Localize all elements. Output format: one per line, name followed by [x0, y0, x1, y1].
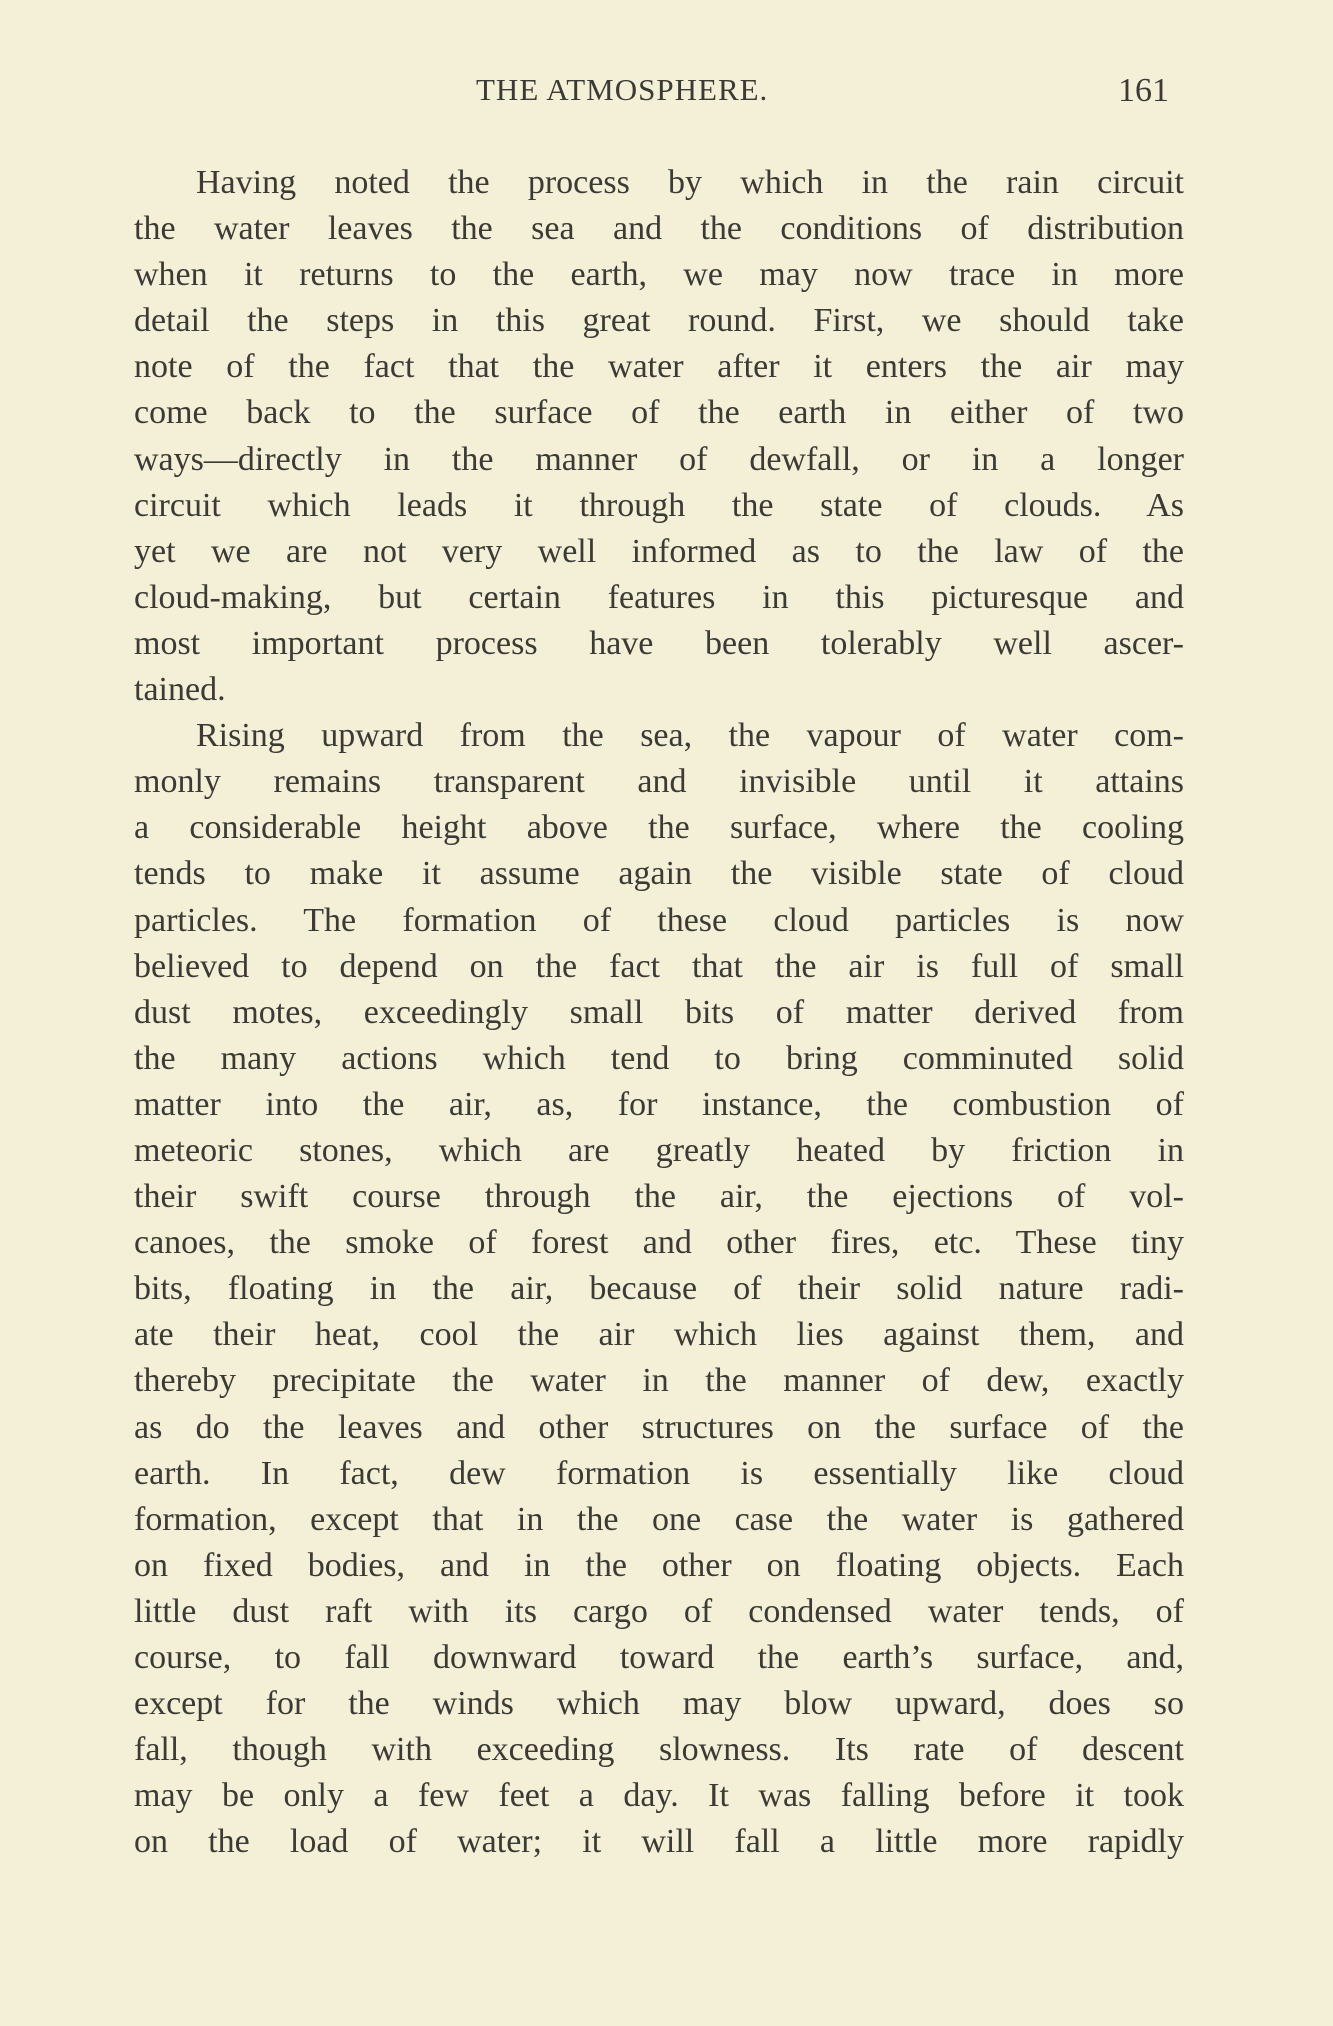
text-line: except for the winds which may blow upward, does so [134, 1685, 1184, 1723]
text-line: particles. The formation of these cloud particles is now [134, 901, 1184, 939]
text-line: tained. [134, 671, 226, 709]
text-line: meteoric stones, which are greatly heated by friction in [134, 1131, 1184, 1169]
text-line: a considerable height above the surface, where the cooling [134, 809, 1184, 847]
text-line: matter into the air, as, for instance, the combustion of [134, 1085, 1184, 1123]
text-line: may be only a few feet a day. It was falling before it took [134, 1777, 1184, 1815]
text-line: monly remains transparent and invisible until it attains [134, 763, 1184, 801]
text-line: when it returns to the earth, we may now trace in more [134, 256, 1184, 294]
text-line: note of the fact that the water after it enters the air may [134, 348, 1184, 386]
text-line: on fixed bodies, and in the other on floating objects. Each [134, 1546, 1184, 1584]
text-line: earth. In fact, dew formation is essentially like cloud [134, 1454, 1184, 1492]
text-line: course, to fall downward toward the earth’s surface, and, [134, 1639, 1184, 1676]
running-head-title: THE ATMOSPHERE. [476, 72, 769, 107]
text-line: bits, floating in the air, because of their solid nature radi- [134, 1270, 1184, 1308]
body-text [134, 160, 1184, 1865]
text-line: their swift course through the air, the ejections of vol- [134, 1178, 1184, 1216]
text-line: come back to the surface of the earth in either of two [134, 394, 1184, 432]
text-line: yet we are not very well informed as to the law of the [134, 532, 1184, 570]
text-line: circuit which leads it through the state of clouds. As [134, 486, 1184, 524]
text-line: dust motes, exceedingly small bits of matter derived from [134, 993, 1184, 1031]
text-line: ate their heat, cool the air which lies against them, and [134, 1316, 1184, 1354]
text-line: cloud-making, but certain features in this picturesque and [134, 578, 1184, 616]
text-line: little dust raft with its cargo of condensed water tends, of [134, 1592, 1184, 1630]
text-line: detail the steps in this great round. First, we should take [134, 302, 1184, 340]
text-line: believed to depend on the fact that the air is full of small [134, 947, 1184, 985]
text-line: canoes, the smoke of forest and other fires, etc. These tiny [134, 1224, 1184, 1262]
text-line: formation, except that in the one case the water is gathered [134, 1500, 1184, 1538]
page-number: 161 [1118, 72, 1169, 109]
text-line: tends to make it assume again the visible state of cloud [134, 855, 1184, 893]
text-line: thereby precipitate the water in the manner of dew, exactly [134, 1362, 1184, 1400]
text-line: most important process have been tolerably well ascer- [134, 624, 1184, 662]
text-line: on the load of water; it will fall a little more rapidly [134, 1823, 1184, 1861]
text-line: Having noted the process by which in the rain circuit [196, 164, 1184, 201]
text-line: ways—directly in the manner of dewfall, or in a longer [134, 440, 1184, 478]
text-line: the many actions which tend to bring comminuted solid [134, 1039, 1184, 1077]
text-line: as do the leaves and other structures on the surface of the [134, 1408, 1184, 1446]
text-line: the water leaves the sea and the conditions of distribution [134, 210, 1184, 248]
text-line: fall, though with exceeding slowness. Its rate of descent [134, 1731, 1184, 1769]
text-line: Rising upward from the sea, the vapour of water com- [196, 717, 1184, 755]
